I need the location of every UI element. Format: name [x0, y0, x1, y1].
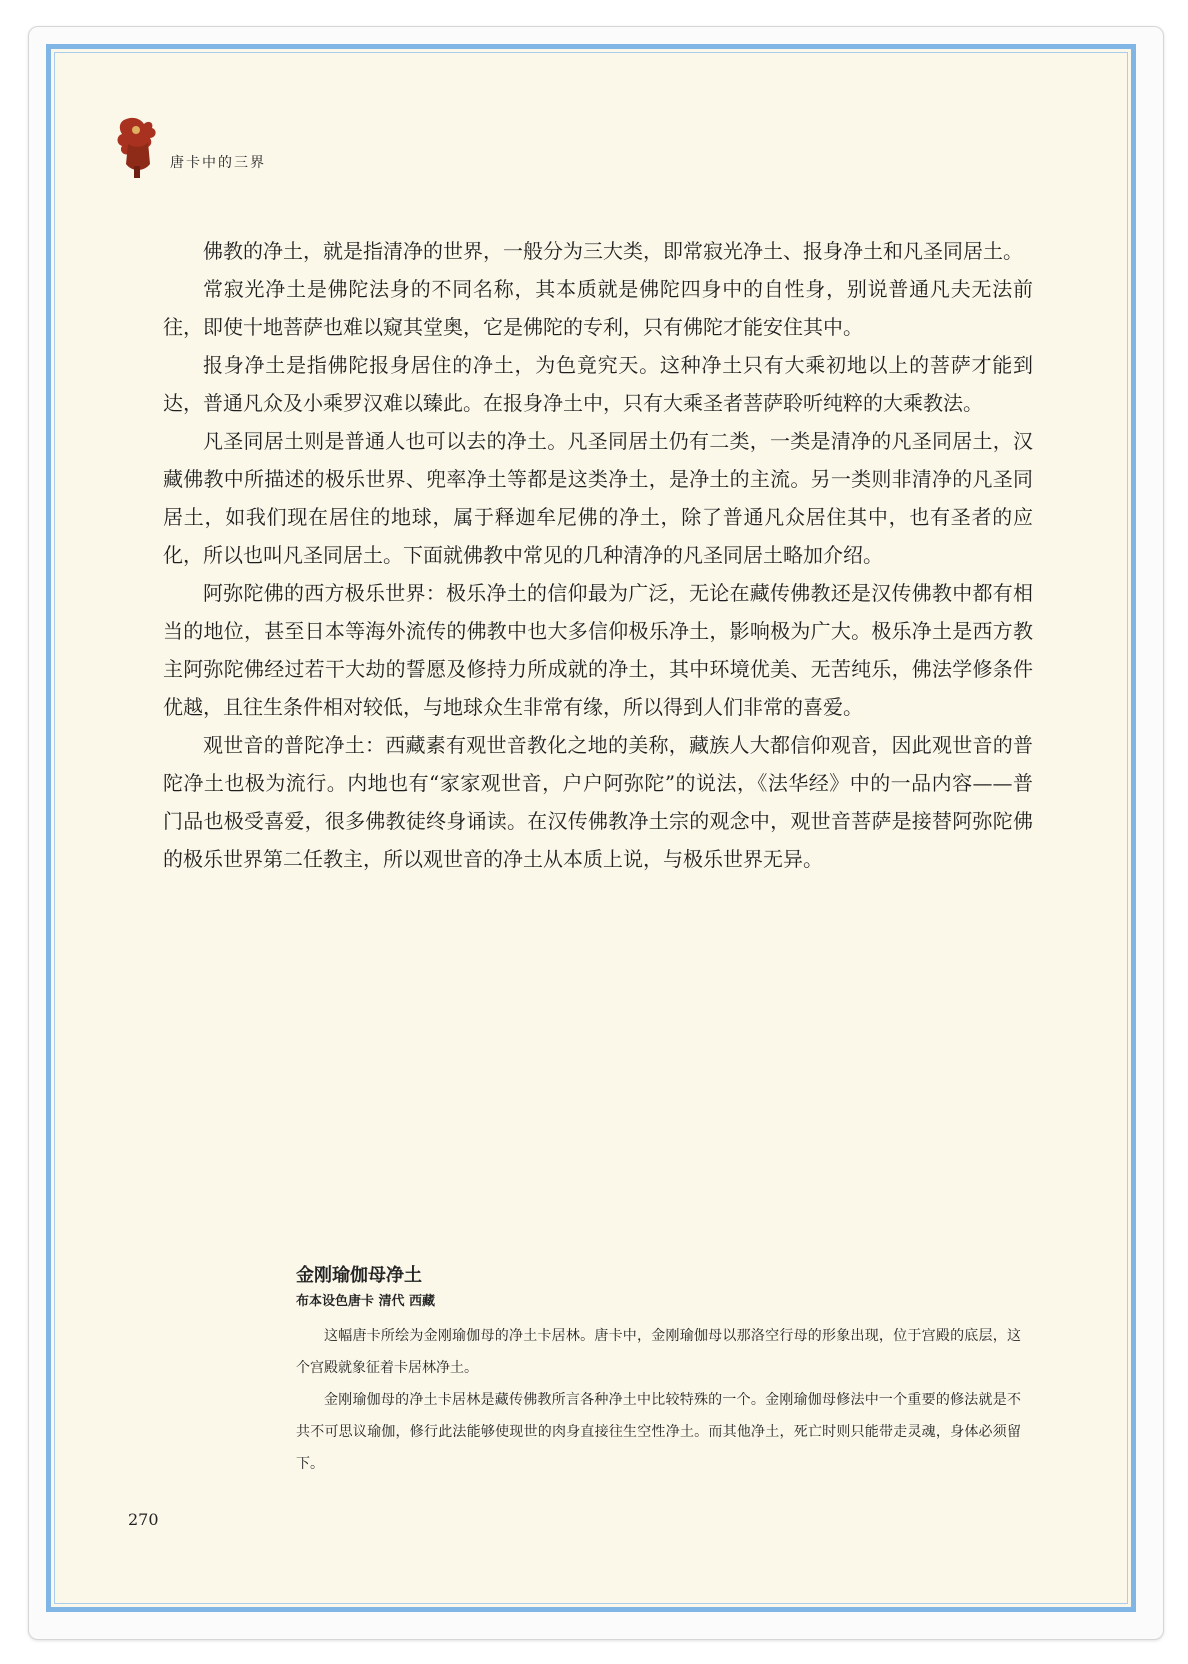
page-number: 270 — [128, 1510, 159, 1529]
body-paragraph: 报身净土是指佛陀报身居住的净土，为色竟究天。这种净土只有大乘初地以上的菩萨才能到达，普通凡众及小乘罗汉难以臻此。在报身净土中，只有大乘圣者菩萨聆听纯粹的大乘教法。 — [163, 353, 1033, 415]
image-caption — [296, 1262, 1021, 1480]
running-title: 唐卡中的三界 — [170, 155, 266, 171]
body-text — [163, 232, 1033, 878]
caption-paragraph: 金刚瑜伽母的净土卡居林是藏传佛教所言各种净土中比较特殊的一个。金刚瑜伽母修法中一个重要的修法就是不共不可思议瑜伽，修行此法能够使现世的肉身直接往生空性净土。而其他净土，死亡时则只能带走灵魂，身体必须留下。 — [296, 1392, 1021, 1472]
body-paragraph: 观世音的普陀净土：西藏素有观世音教化之地的美称，藏族人大都信仰观音，因此观世音的普陀净土也极为流行。内地也有“家家观世音，户户阿弥陀”的说法，《法华经》中的一品内容——普门品也极受喜爱，很多佛教徒终身诵读。在汉传佛教净土宗的观念中，观世音菩萨是接替阿弥陀佛的极乐世界第二任教主，所以观世音的净土从本质上说，与极乐世界无异。 — [163, 733, 1033, 871]
body-paragraph: 佛教的净土，就是指清净的世界，一般分为三大类，即常寂光净土、报身净土和凡圣同居土。 — [203, 239, 1023, 263]
body-paragraph: 常寂光净土是佛陀法身的不同名称，其本质就是佛陀四身中的自性身，别说普通凡夫无法前往，即使十地菩萨也难以窥其堂奥，它是佛陀的专利，只有佛陀才能安住其中。 — [163, 277, 1033, 339]
caption-paragraph: 这幅唐卡所绘为金刚瑜伽母的净土卡居林。唐卡中，金刚瑜伽母以那洛空行母的形象出现，位于宫殿的底层，这个宫殿就象征着卡居林净土。 — [296, 1328, 1021, 1376]
body-paragraph: 阿弥陀佛的西方极乐世界：极乐净土的信仰最为广泛，无论在藏传佛教还是汉传佛教中都有相当的地位，甚至日本等海外流传的佛教中也大多信仰极乐净土，影响极为广大。极乐净土是西方教主阿弥陀佛经过若干大劫的誓愿及修持力所成就的净土，其中环境优美、无苦纯乐，佛法学修条件优越，且往生条件相对较低，与地球众生非常有缘，所以得到人们非常的喜爱。 — [163, 581, 1033, 719]
body-paragraph: 凡圣同居土则是普通人也可以去的净土。凡圣同居土仍有二类，一类是清净的凡圣同居土，汉藏佛教中所描述的极乐世界、兜率净土等都是这类净土，是净土的主流。另一类则非清净的凡圣同居土，如我们现在居住的地球，属于释迦牟尼佛的净土，除了普通凡众居住其中，也有圣者的应化，所以也叫凡圣同居土。下面就佛教中常见的几种清净的凡圣同居土略加介绍。 — [163, 429, 1033, 567]
caption-title: 金刚瑜伽母净土 — [296, 1265, 422, 1286]
caption-subtitle: 布本设色唐卡 清代 西藏 — [296, 1294, 436, 1309]
tibetan-ornament-icon — [114, 114, 162, 180]
